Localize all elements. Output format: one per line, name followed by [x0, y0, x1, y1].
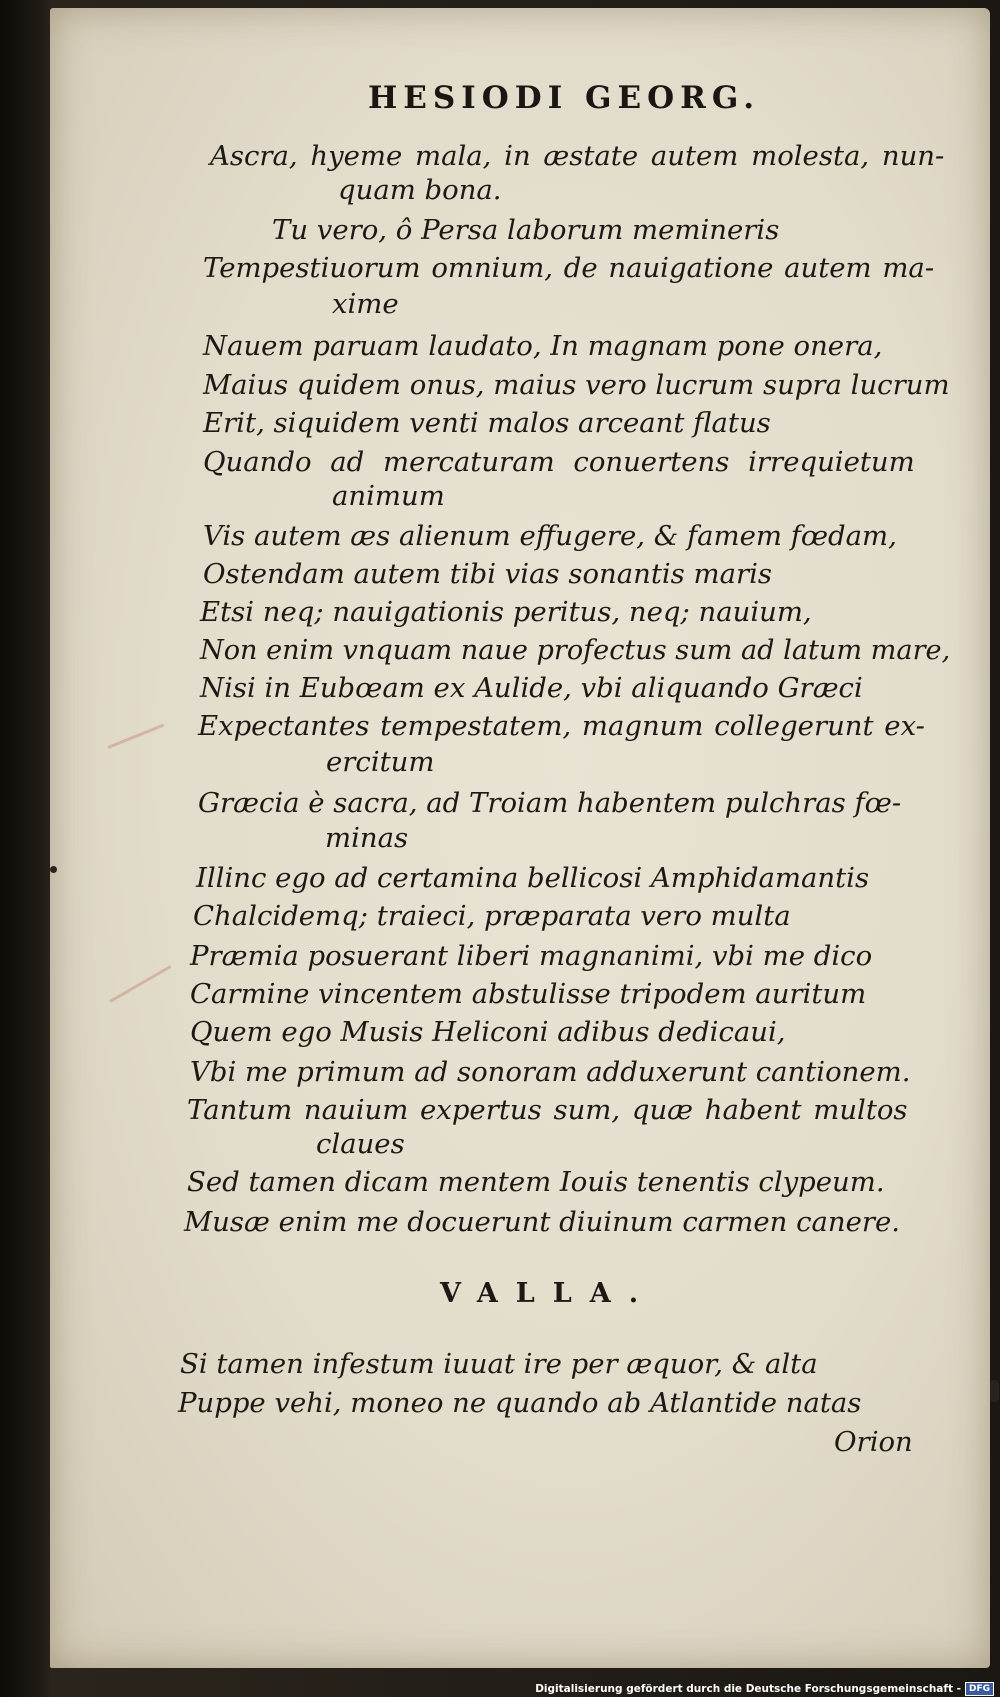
text-line: Tempestiuorum omnium, de nauigatione autem ma- [203, 252, 935, 284]
text-line: Nisi in Eubœam ex Aulide, vbi aliquando Græci [200, 672, 863, 704]
text-line: Non enim vnquam naue profectus sum ad latum mare, [200, 634, 951, 666]
text-line: Expectantes tempestatem, magnum collegerunt ex- [198, 710, 925, 742]
valla-line: Puppe vehi, moneo ne quando ab Atlantide natas [178, 1387, 862, 1419]
text-line: Erit, siquidem venti malos arceant flatus [203, 407, 771, 439]
valla-line: Orion [834, 1426, 913, 1458]
text-line: Tantum nauium expertus sum, quæ habent multos [187, 1094, 908, 1126]
text-line: Vis autem æs alienum effugere, & famem fœdam, [203, 520, 897, 552]
running-header: HESIODI GEORG. [368, 80, 761, 116]
text-line: Musæ enim me docuerunt diuinum carmen canere. [184, 1206, 901, 1238]
text-line: Illinc ego ad certamina bellicosi Amphidamantis [196, 862, 870, 894]
text-line: Quando ad mercaturam conuertens irrequietum [203, 446, 915, 478]
text-line: Maius quidem onus, maius vero lucrum supra lucrum [203, 369, 950, 401]
text-line: minas [325, 822, 409, 854]
text-line: Chalcidemq; traieci, præparata vero multa [193, 900, 791, 932]
text-line: Præmia posuerant liberi magnanimi, vbi me dico [190, 940, 873, 972]
text-line: claues [316, 1128, 405, 1160]
text-line: Ostendam autem tibi vias sonantis maris [203, 558, 773, 590]
text-line: animum [332, 480, 445, 512]
text-line: ercitum [326, 746, 435, 778]
text-line: Sed tamen dicam mentem Iouis tenentis clypeum. [187, 1166, 885, 1198]
section-heading: VALLA. [440, 1278, 657, 1309]
text-line: Vbi me primum ad sonoram adduxerunt cantionem. [190, 1056, 911, 1088]
valla-line: Si tamen infestum iuuat ire per æquor, & alta [180, 1348, 818, 1380]
text-line: xime [332, 288, 399, 320]
text-line: Tu vero, ô Persa laborum memineris [272, 214, 780, 246]
text-line: Nauem paruam laudato, In magnam pone onera, [203, 330, 883, 362]
text-line: Græcia è sacra, ad Troiam habentem pulchras fœ- [198, 787, 902, 819]
text-line: Quem ego Musis Heliconi adibus dedicaui, [190, 1016, 786, 1048]
text-line: quam bona. [338, 174, 502, 206]
text-line: Ascra, hyeme mala, in æstate autem molesta, nun- [210, 140, 945, 172]
footer-credit: Digitalisierung gefördert durch die Deutsche Forschungsgemeinschaft - [535, 1683, 961, 1695]
text-line: Carmine vincentem abstulisse tripodem auritum [190, 978, 867, 1010]
digitization-footer [535, 1681, 994, 1697]
dfg-logo-icon: DFG [965, 1682, 994, 1696]
text-line: Etsi neq; nauigationis peritus, neq; nauium, [200, 596, 812, 628]
